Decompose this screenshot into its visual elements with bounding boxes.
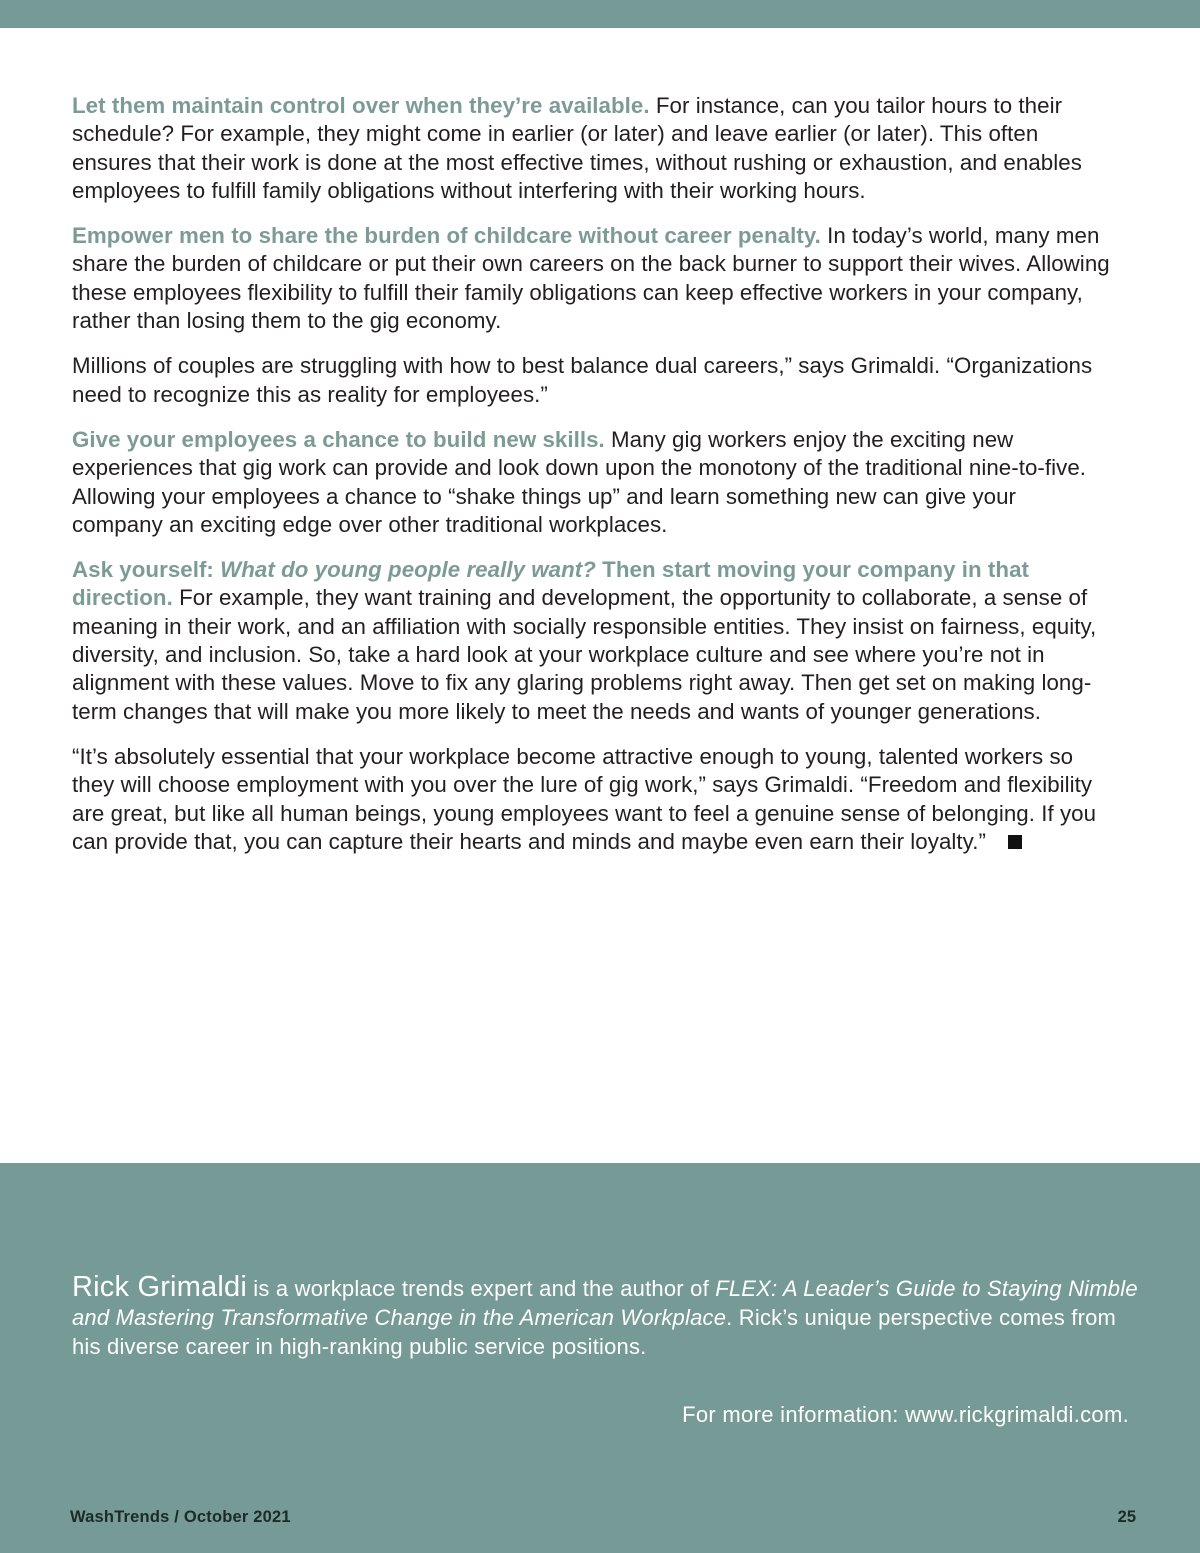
paragraph-text: “It’s absolutely essential that your workplace become attractive enough to young, talented workers so they will choose employment with you over the lure of gig work,” says Grimaldi. “Freedom and flexibility are great, but like all human beings, young employees want to feel a genuine sense of belonging. If you can provide that, you can capture their hearts and minds and maybe even earn their loyalty.”: [72, 743, 1097, 854]
lead-in: Empower men to share the burden of childcare without career penalty.: [72, 223, 821, 249]
paragraph-text: In today’s world, many men share the burden of childcare or put their own careers on the back burner to support their wives. Allowing these employees flexibility to fulfill their family obligations can keep effective workers in your company, rather than losing them to the gig economy.: [72, 223, 1110, 334]
lead-in-question: What do young people really want?: [220, 557, 596, 583]
paragraph-young-people: [72, 556, 1112, 726]
end-of-article-square-icon: [1008, 835, 1022, 849]
lead-in: Let them maintain control over when they’re available.: [72, 93, 650, 118]
lead-in: Give your employees a chance to build new skills.: [72, 426, 605, 452]
paragraph-quote-dual-careers: [72, 352, 1112, 409]
paragraph-text: Many gig workers enjoy the exciting new experiences that gig work can provide and look down upon the monotony of the traditional nine-to-five. Allowing your employees a chance to “shake things up” and learn something new can give your company an exciting edge over other traditional workplaces.: [72, 426, 1087, 537]
paragraph-availability: [72, 92, 1112, 205]
author-bio: [72, 1273, 1142, 1361]
bio-text: . Rick’s unique perspective comes from his diverse career in high-ranking public service positions.: [72, 1305, 1117, 1359]
paragraph-childcare: [72, 222, 1112, 335]
publication-footer: WashTrends / October 2021: [70, 1508, 291, 1526]
page-number: 25: [1117, 1508, 1136, 1526]
paragraph-new-skills: [72, 426, 1112, 539]
author-bio-box: [0, 1163, 1200, 1553]
top-color-bar: [0, 0, 1200, 28]
book-title: FLEX: A Leader’s Guide to Staying Nimble and Mastering Transformative Change in the American Workplace: [72, 1276, 1138, 1330]
paragraph-closing-quote: [72, 743, 1112, 856]
paragraph-text: For example, they want training and development, the opportunity to collaborate, a sense of meaning in their work, and an affiliation with socially responsible entities. They insist on fairness, equity, diversity, and inclusion. So, take a hard look at your workplace culture and see where you’re not in alignment with these values. Move to fix any glaring problems right away. Then get set on making long-term changes that will make you more likely to meet the needs and wants of younger generations.: [72, 585, 1097, 724]
lead-in-part: Ask yourself:: [72, 557, 221, 583]
lead-in-part: Then start moving your company in that direction.: [72, 557, 1029, 611]
paragraph-text: For instance, can you tailor hours to their schedule? For example, they might come in earlier (or later) and leave earlier (or later). This often ensures that their work is done at the most effective times, without rushing or exhaustion, and enables employees to fulfill family obligations without interfering with their working hours.: [72, 93, 1082, 203]
author-name: Rick Grimaldi: [72, 1271, 247, 1303]
bio-text: is a workplace trends expert and the author of: [247, 1276, 716, 1301]
more-info-link[interactable]: For more information: www.rickgrimaldi.com.: [682, 1402, 1129, 1427]
article-body: [72, 92, 1112, 873]
paragraph-text: Millions of couples are struggling with how to best balance dual careers,” says Grimaldi. “Organizations need to recognize this as reality for employees.”: [72, 353, 1093, 407]
